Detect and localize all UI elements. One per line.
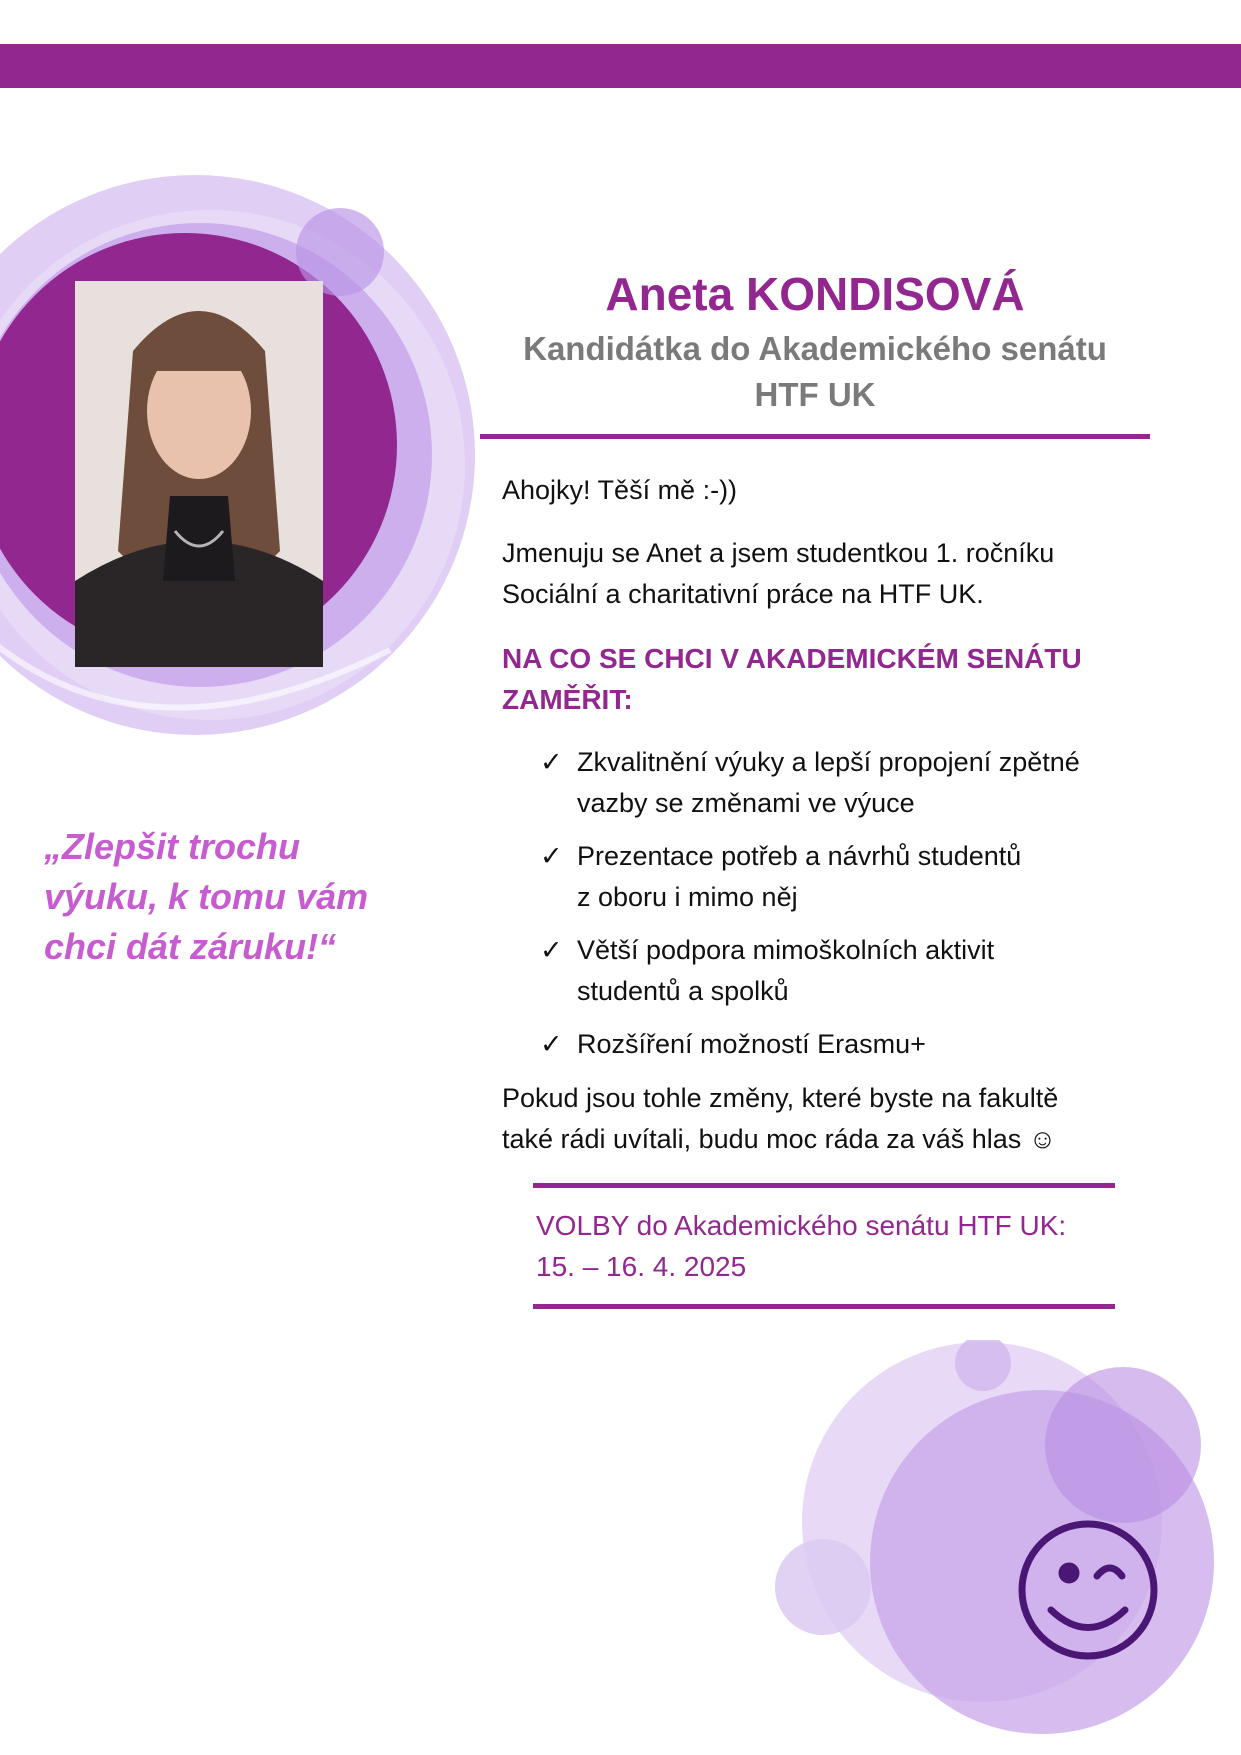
quote-line: chci dát záruku!“ [44,926,337,967]
greeting: Ahojky! Těší mě :-)) [502,475,738,505]
candidate-subtitle [490,326,1140,418]
list-item-line: z oboru i mimo něj [577,882,798,912]
list-item [540,742,1160,824]
list-item-line: Zkvalitnění výuky a lepší propojení zpětné [577,747,1080,777]
candidate-photo [75,281,323,667]
intro-line: Sociální a charitativní práce na HTF UK. [502,579,984,609]
decor-bubbles [760,1340,1241,1755]
check-icon: ✓ [540,747,563,777]
quote-line: „Zlepšit trochu [44,826,301,867]
focus-heading [502,638,1142,720]
subtitle-line: HTF UK [754,376,876,413]
check-icon: ✓ [540,935,563,965]
focus-list [540,742,1160,1077]
focus-heading-line: ZAMĚŘIT: [502,684,633,715]
subtitle-line: Kandidátka do Akademického senátu [523,330,1107,367]
list-item-line: studentů a spolků [577,976,789,1006]
list-item-line: vazby se změnami ve výuce [577,788,915,818]
candidate-quote [44,822,424,972]
focus-heading-line: NA CO SE CHCI V AKADEMICKÉM SENÁTU [502,643,1082,674]
candidate-name: Aneta KONDISOVÁ [605,268,1025,320]
list-item-line: Větší podpora mimoškolních aktivit [577,935,995,965]
closing-line: také rádi uvítali, budu moc ráda za váš hlas ☺ [502,1124,1057,1154]
election-info [536,1205,1156,1287]
closing-line: Pokud jsou tohle změny, které byste na fakultě [502,1083,1059,1113]
check-icon: ✓ [540,841,563,871]
closing-paragraph [502,1078,1172,1160]
list-item-line: Rozšíření možností Erasmu+ [577,1029,926,1059]
list-item [540,836,1160,918]
list-item [540,930,1160,1012]
quote-line: výuku, k tomu vám [44,876,369,917]
check-icon: ✓ [540,1029,563,1059]
election-date: 15. – 16. 4. 2025 [536,1251,747,1282]
election-top-divider [533,1183,1115,1188]
list-item [540,1024,1160,1065]
header-divider [480,434,1150,439]
election-bottom-divider [533,1304,1115,1309]
election-title: VOLBY do Akademického senátu HTF UK: [536,1210,1067,1241]
intro-paragraph [502,533,1172,615]
list-item-line: Prezentace potřeb a návrhů studentů [577,841,1022,871]
intro-line: Jmenuju se Anet a jsem studentkou 1. ročníku [502,538,1055,568]
